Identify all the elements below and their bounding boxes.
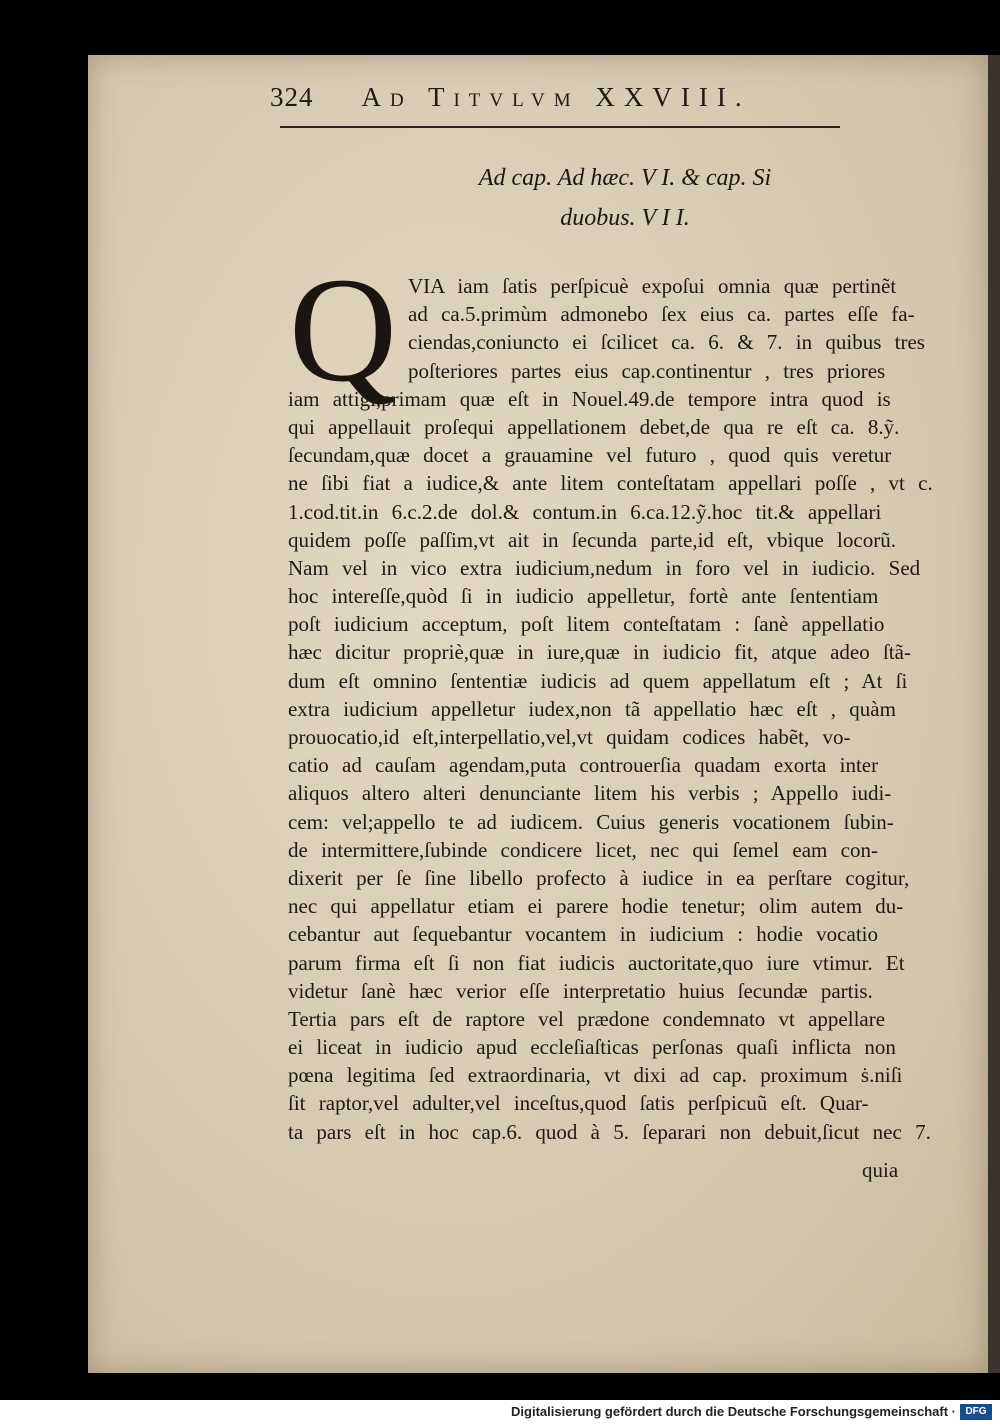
text-line: Tertia pars eſt de raptore vel prædone condemnato vt appellare (288, 1006, 886, 1031)
text-line: ei liceat in iudicio apud eccleſiaſticas perſonas quaſi inflicta non (288, 1035, 896, 1060)
text-line: hoc intereſſe,quòd ſi in iudicio appelletur, fortè ante ſententiam (288, 584, 879, 609)
drop-cap: Q (288, 247, 398, 413)
text-line: poſt iudicium acceptum, poſt litem conteſtatam : ſanè appellatio (288, 612, 885, 637)
text-line: ad ca.5.primùm admonebo ſex eius ca. partes eſſe fa- (408, 302, 915, 327)
header-rule (280, 126, 840, 128)
text-line: poſteriores partes eius cap.continentur , tres priores (408, 358, 886, 383)
text-line: ne ſibi fiat a iudice,& ante litem conteſtatam appellari poſſe , vt c. (288, 471, 933, 496)
text-line: VIA iam ſatis perſpicuè expoſui omnia quæ pertinẽt (408, 274, 897, 298)
text-line: ſit raptor,vel adulter,vel inceſtus,quod ſatis perſpicuũ eſt. Quar- (288, 1091, 869, 1116)
chapter-heading (395, 158, 855, 238)
text-line: ta pars eſt in hoc cap.6. quod à 5. ſeparari non debuit,ſicut nec 7. (288, 1119, 931, 1144)
page-header (270, 82, 850, 122)
text-line: prouocatio,id eſt,interpellatio,vel,vt quidam codices habẽt, vo- (288, 725, 851, 749)
text-line: dixerit per ſe ſine libello profecto à iudice in ea perſtare cogitur, (288, 865, 910, 890)
running-title: Ad Titvlvm XXVIII. (361, 82, 751, 112)
catchword: quia (862, 1158, 899, 1182)
text-line: dum eſt omnino ſententiæ iudicis ad quem appellatum eſt ; At ſi (288, 668, 908, 693)
text-line: aliquos altero alteri denunciante litem his verbis ; Appello iudi- (288, 781, 892, 806)
text-line: Nam vel in vico extra iudicium,nedum in foro vel in iudicio. Sed (288, 555, 921, 580)
text-line: hæc dicitur propriè,quæ in iure,quæ in iudicio fit, atque adeo ſtã- (288, 640, 911, 665)
text-line: cem: vel;appello te ad iudicem. Cuius generis vocationem ſubin- (288, 809, 894, 834)
text-line: parum firma eſt ſi non fiat iudicis auctoritate,quo iure vtimur. Et (288, 950, 905, 975)
dfg-logo: DFG (960, 1404, 992, 1420)
text-line: iam attigi,primam quæ eſt in Nouel.49.de tempore intra quod is (288, 386, 891, 411)
body-text (288, 272, 964, 1146)
text-line: ciendas,coniuncto ei ſcilicet ca. 6. & 7. in quibus tres (408, 330, 925, 355)
text-line: quidem poſſe paſſim,vt ait in ſecunda parte,id eſt, vbique locorũ. (288, 527, 896, 552)
text-line: pœna legitima ſed extraordinaria, vt dixi ad cap. proximum ṡ.niſi (288, 1063, 903, 1088)
text-line: extra iudicium appelletur iudex,non tã appellatio hæc eſt , quàm (288, 696, 896, 721)
text-line: de intermittere,ſubinde condicere licet, nec qui ſemel eam con- (288, 837, 878, 862)
page-number: 324 (270, 82, 314, 112)
text-line: ſecundam,quæ docet a grauamine vel futuro , quod quis veretur (288, 443, 892, 468)
page-edge (988, 55, 1000, 1373)
chapter-heading-line: duobus. V I I. (560, 205, 690, 231)
footer-credit: Digitalisierung gefördert durch die Deutsche Forschungsgemeinschaft · (511, 1404, 956, 1419)
text-line: nec qui appellatur etiam ei parere hodie tenetur; olim autem du- (288, 894, 904, 919)
text-line: catio ad cauſam agendam,puta controuerſia quadam exorta inter (288, 753, 879, 778)
text-line: cebantur aut ſequebantur vocantem in iudicium : hodie vocatio (288, 922, 878, 947)
text-line: qui appellauit proſequi appellationem debet,de qua re eſt ca. 8.ỹ. (288, 414, 900, 439)
text-line: videtur ſanè hæc verior eſſe interpretatio huius ſecundæ partis. (288, 978, 873, 1003)
text-line: 1.cod.tit.in 6.c.2.de dol.& contum.in 6.ca.12.ỹ.hoc tit.& appellari (288, 499, 882, 524)
chapter-heading-line: Ad cap. Ad hæc. V I. & cap. Si (478, 165, 772, 191)
